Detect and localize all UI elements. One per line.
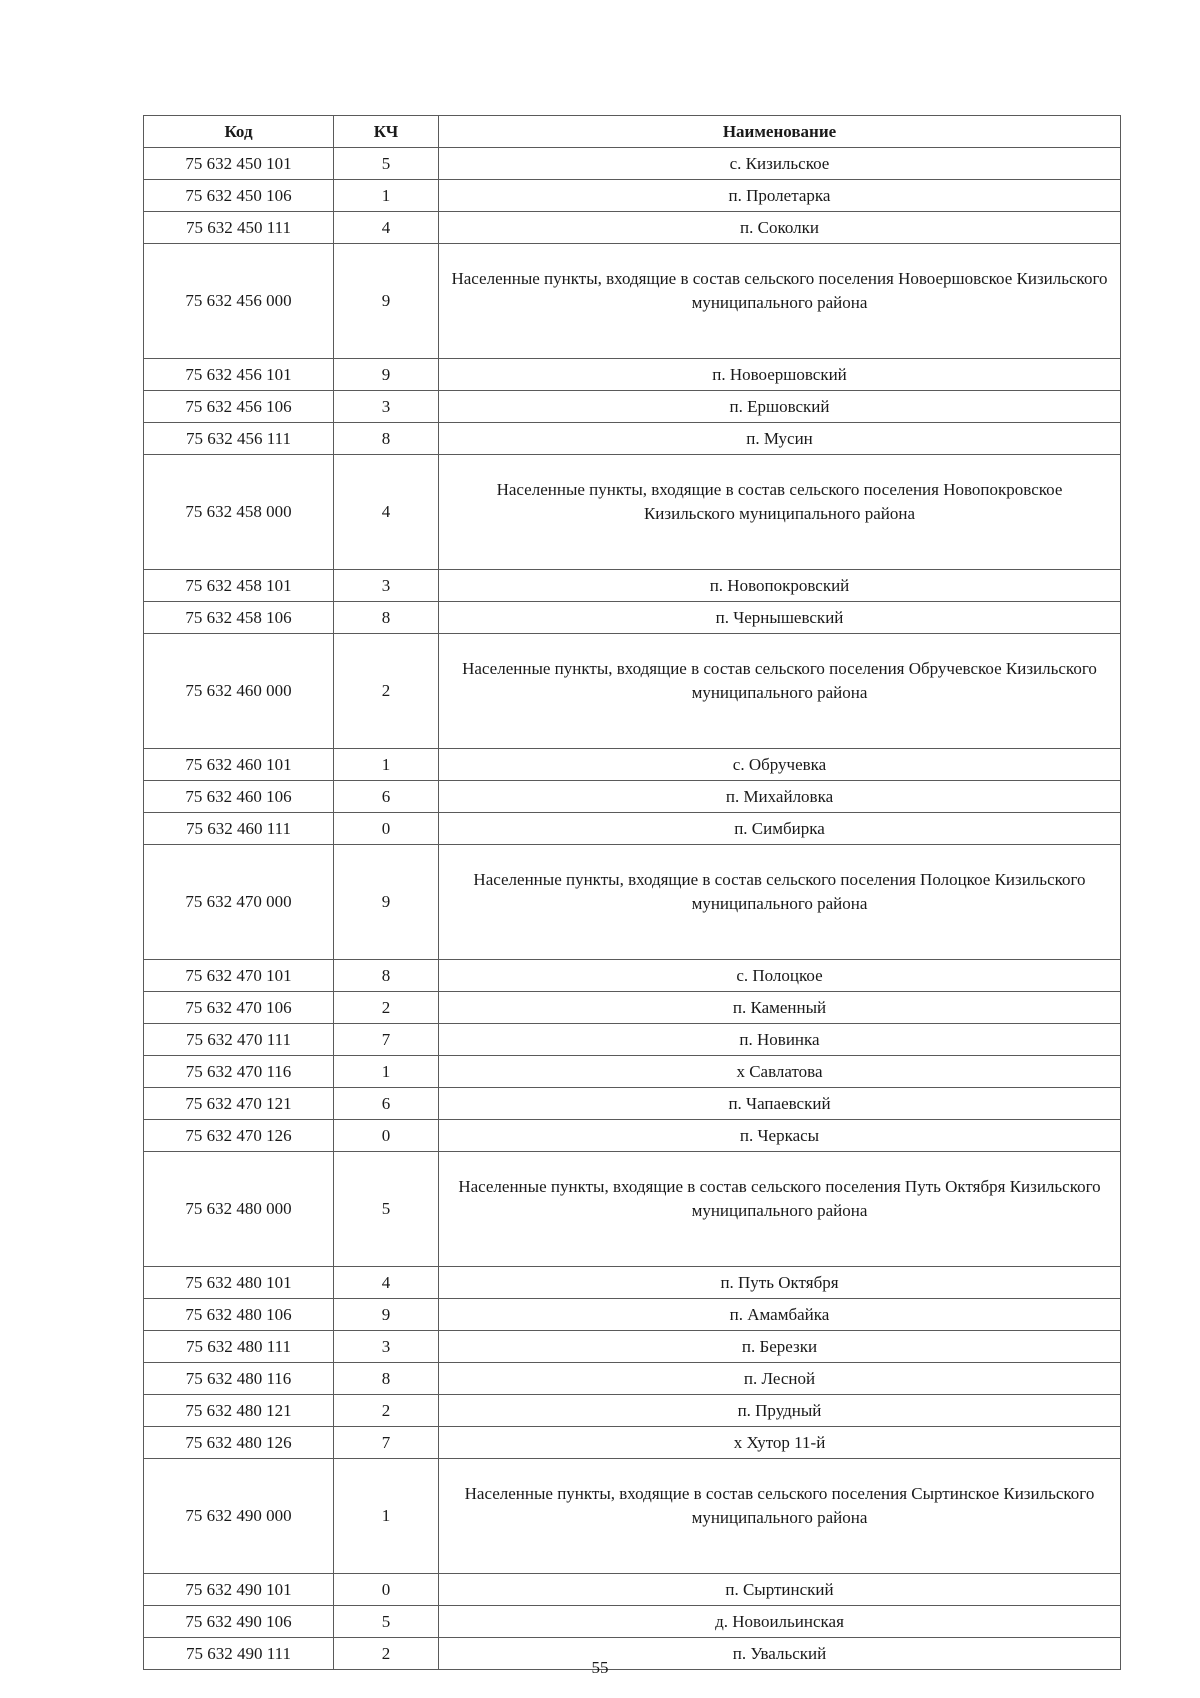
table-row xyxy=(144,1606,1121,1638)
cell-name: Населенные пункты, входящие в состав сельского поселения Новоершовское Кизильского муниципального района xyxy=(439,244,1121,359)
cell-name: п. Симбирка xyxy=(439,813,1121,845)
cell-code: 75 632 490 000 xyxy=(144,1459,334,1574)
cell-code: 75 632 450 111 xyxy=(144,212,334,244)
cell-code: 75 632 458 106 xyxy=(144,602,334,634)
cell-kch: 1 xyxy=(334,180,439,212)
cell-code: 75 632 480 116 xyxy=(144,1363,334,1395)
page-number: 55 xyxy=(591,1658,609,1677)
cell-code: 75 632 456 106 xyxy=(144,391,334,423)
table-row xyxy=(144,1024,1121,1056)
cell-kch: 2 xyxy=(334,634,439,749)
cell-name: Населенные пункты, входящие в состав сельского поселения Новопокровское Кизильского муниципального района xyxy=(439,455,1121,570)
table-group-row xyxy=(144,455,1121,570)
table-row xyxy=(144,1395,1121,1427)
cell-kch: 9 xyxy=(334,359,439,391)
cell-name: п. Новоершовский xyxy=(439,359,1121,391)
cell-code: 75 632 470 121 xyxy=(144,1088,334,1120)
cell-code: 75 632 450 106 xyxy=(144,180,334,212)
cell-kch: 0 xyxy=(334,813,439,845)
table-row xyxy=(144,1331,1121,1363)
cell-code: 75 632 470 000 xyxy=(144,845,334,960)
cell-code: 75 632 480 101 xyxy=(144,1267,334,1299)
cell-kch: 5 xyxy=(334,1606,439,1638)
cell-kch: 9 xyxy=(334,244,439,359)
cell-name: Населенные пункты, входящие в состав сельского поселения Путь Октября Кизильского муниципального района xyxy=(439,1152,1121,1267)
cell-code: 75 632 470 116 xyxy=(144,1056,334,1088)
cell-name: п. Соколки xyxy=(439,212,1121,244)
cell-kch: 1 xyxy=(334,1459,439,1574)
table-body xyxy=(144,148,1121,1670)
table-row xyxy=(144,1299,1121,1331)
cell-name: п. Лесной xyxy=(439,1363,1121,1395)
table-row xyxy=(144,1363,1121,1395)
cell-kch: 0 xyxy=(334,1120,439,1152)
table-group-row xyxy=(144,1152,1121,1267)
table-row xyxy=(144,960,1121,992)
cell-name: п. Новинка xyxy=(439,1024,1121,1056)
cell-kch: 4 xyxy=(334,1267,439,1299)
cell-kch: 8 xyxy=(334,423,439,455)
table-header-row xyxy=(144,116,1121,148)
cell-kch: 7 xyxy=(334,1024,439,1056)
cell-name: п. Каменный xyxy=(439,992,1121,1024)
cell-code: 75 632 460 000 xyxy=(144,634,334,749)
cell-code: 75 632 480 000 xyxy=(144,1152,334,1267)
cell-name: с. Обручевка xyxy=(439,749,1121,781)
cell-name: п. Чапаевский xyxy=(439,1088,1121,1120)
cell-code: 75 632 480 126 xyxy=(144,1427,334,1459)
cell-code: 75 632 490 106 xyxy=(144,1606,334,1638)
cell-name: п. Сыртинский xyxy=(439,1574,1121,1606)
table-row xyxy=(144,992,1121,1024)
cell-code: 75 632 470 111 xyxy=(144,1024,334,1056)
column-header-name: Наименование xyxy=(439,116,1121,148)
cell-name: п. Пролетарка xyxy=(439,180,1121,212)
table-row xyxy=(144,1574,1121,1606)
table-row xyxy=(144,1120,1121,1152)
table-row xyxy=(144,359,1121,391)
table-row xyxy=(144,212,1121,244)
cell-kch: 7 xyxy=(334,1427,439,1459)
cell-name: п. Путь Октября xyxy=(439,1267,1121,1299)
cell-code: 75 632 456 000 xyxy=(144,244,334,359)
cell-kch: 9 xyxy=(334,845,439,960)
cell-kch: 5 xyxy=(334,148,439,180)
cell-code: 75 632 490 111 xyxy=(144,1638,334,1670)
cell-code: 75 632 480 111 xyxy=(144,1331,334,1363)
cell-name: п. Амамбайка xyxy=(439,1299,1121,1331)
cell-code: 75 632 460 101 xyxy=(144,749,334,781)
table-group-row xyxy=(144,634,1121,749)
cell-kch: 4 xyxy=(334,212,439,244)
cell-name: п. Прудный xyxy=(439,1395,1121,1427)
table-row xyxy=(144,781,1121,813)
cell-name: п. Михайловка xyxy=(439,781,1121,813)
cell-name: д. Новоильинская xyxy=(439,1606,1121,1638)
table-row xyxy=(144,813,1121,845)
column-header-code: Код xyxy=(144,116,334,148)
cell-kch: 2 xyxy=(334,1638,439,1670)
cell-name: п. Мусин xyxy=(439,423,1121,455)
cell-name: п. Новопокровский xyxy=(439,570,1121,602)
cell-code: 75 632 470 101 xyxy=(144,960,334,992)
cell-kch: 8 xyxy=(334,1363,439,1395)
cell-kch: 3 xyxy=(334,570,439,602)
table-group-row xyxy=(144,1459,1121,1574)
cell-code: 75 632 460 106 xyxy=(144,781,334,813)
cell-kch: 3 xyxy=(334,1331,439,1363)
cell-name: Населенные пункты, входящие в состав сельского поселения Сыртинское Кизильского муниципального района xyxy=(439,1459,1121,1574)
cell-name: х Савлатова xyxy=(439,1056,1121,1088)
table-row xyxy=(144,148,1121,180)
cell-code: 75 632 480 121 xyxy=(144,1395,334,1427)
cell-name: п. Чернышевский xyxy=(439,602,1121,634)
cell-name: п. Увальский xyxy=(439,1638,1121,1670)
table-group-row xyxy=(144,845,1121,960)
cell-name: Населенные пункты, входящие в состав сельского поселения Обручевское Кизильского муниципального района xyxy=(439,634,1121,749)
column-header-kch: КЧ xyxy=(334,116,439,148)
cell-kch: 1 xyxy=(334,1056,439,1088)
cell-kch: 6 xyxy=(334,1088,439,1120)
table-row xyxy=(144,570,1121,602)
cell-kch: 4 xyxy=(334,455,439,570)
cell-code: 75 632 456 101 xyxy=(144,359,334,391)
cell-name: п. Черкасы xyxy=(439,1120,1121,1152)
cell-kch: 9 xyxy=(334,1299,439,1331)
cell-code: 75 632 456 111 xyxy=(144,423,334,455)
table-row xyxy=(144,423,1121,455)
classifier-table xyxy=(143,115,1121,1670)
table-row xyxy=(144,1427,1121,1459)
table-row xyxy=(144,391,1121,423)
table-group-row xyxy=(144,244,1121,359)
cell-kch: 3 xyxy=(334,391,439,423)
cell-code: 75 632 470 106 xyxy=(144,992,334,1024)
table-row xyxy=(144,602,1121,634)
table-row xyxy=(144,180,1121,212)
cell-code: 75 632 460 111 xyxy=(144,813,334,845)
cell-code: 75 632 490 101 xyxy=(144,1574,334,1606)
cell-code: 75 632 470 126 xyxy=(144,1120,334,1152)
cell-kch: 0 xyxy=(334,1574,439,1606)
cell-kch: 8 xyxy=(334,602,439,634)
table-row xyxy=(144,749,1121,781)
cell-name: Населенные пункты, входящие в состав сельского поселения Полоцкое Кизильского муниципального района xyxy=(439,845,1121,960)
cell-kch: 6 xyxy=(334,781,439,813)
cell-code: 75 632 458 101 xyxy=(144,570,334,602)
cell-name: п. Березки xyxy=(439,1331,1121,1363)
cell-name: с. Кизильское xyxy=(439,148,1121,180)
table-row xyxy=(144,1088,1121,1120)
cell-name: п. Ершовский xyxy=(439,391,1121,423)
cell-name: с. Полоцкое xyxy=(439,960,1121,992)
cell-kch: 5 xyxy=(334,1152,439,1267)
cell-name: х Хутор 11-й xyxy=(439,1427,1121,1459)
cell-code: 75 632 450 101 xyxy=(144,148,334,180)
cell-code: 75 632 480 106 xyxy=(144,1299,334,1331)
cell-kch: 8 xyxy=(334,960,439,992)
table-row xyxy=(144,1056,1121,1088)
cell-kch: 2 xyxy=(334,1395,439,1427)
cell-code: 75 632 458 000 xyxy=(144,455,334,570)
cell-kch: 1 xyxy=(334,749,439,781)
cell-kch: 2 xyxy=(334,992,439,1024)
table-row xyxy=(144,1267,1121,1299)
